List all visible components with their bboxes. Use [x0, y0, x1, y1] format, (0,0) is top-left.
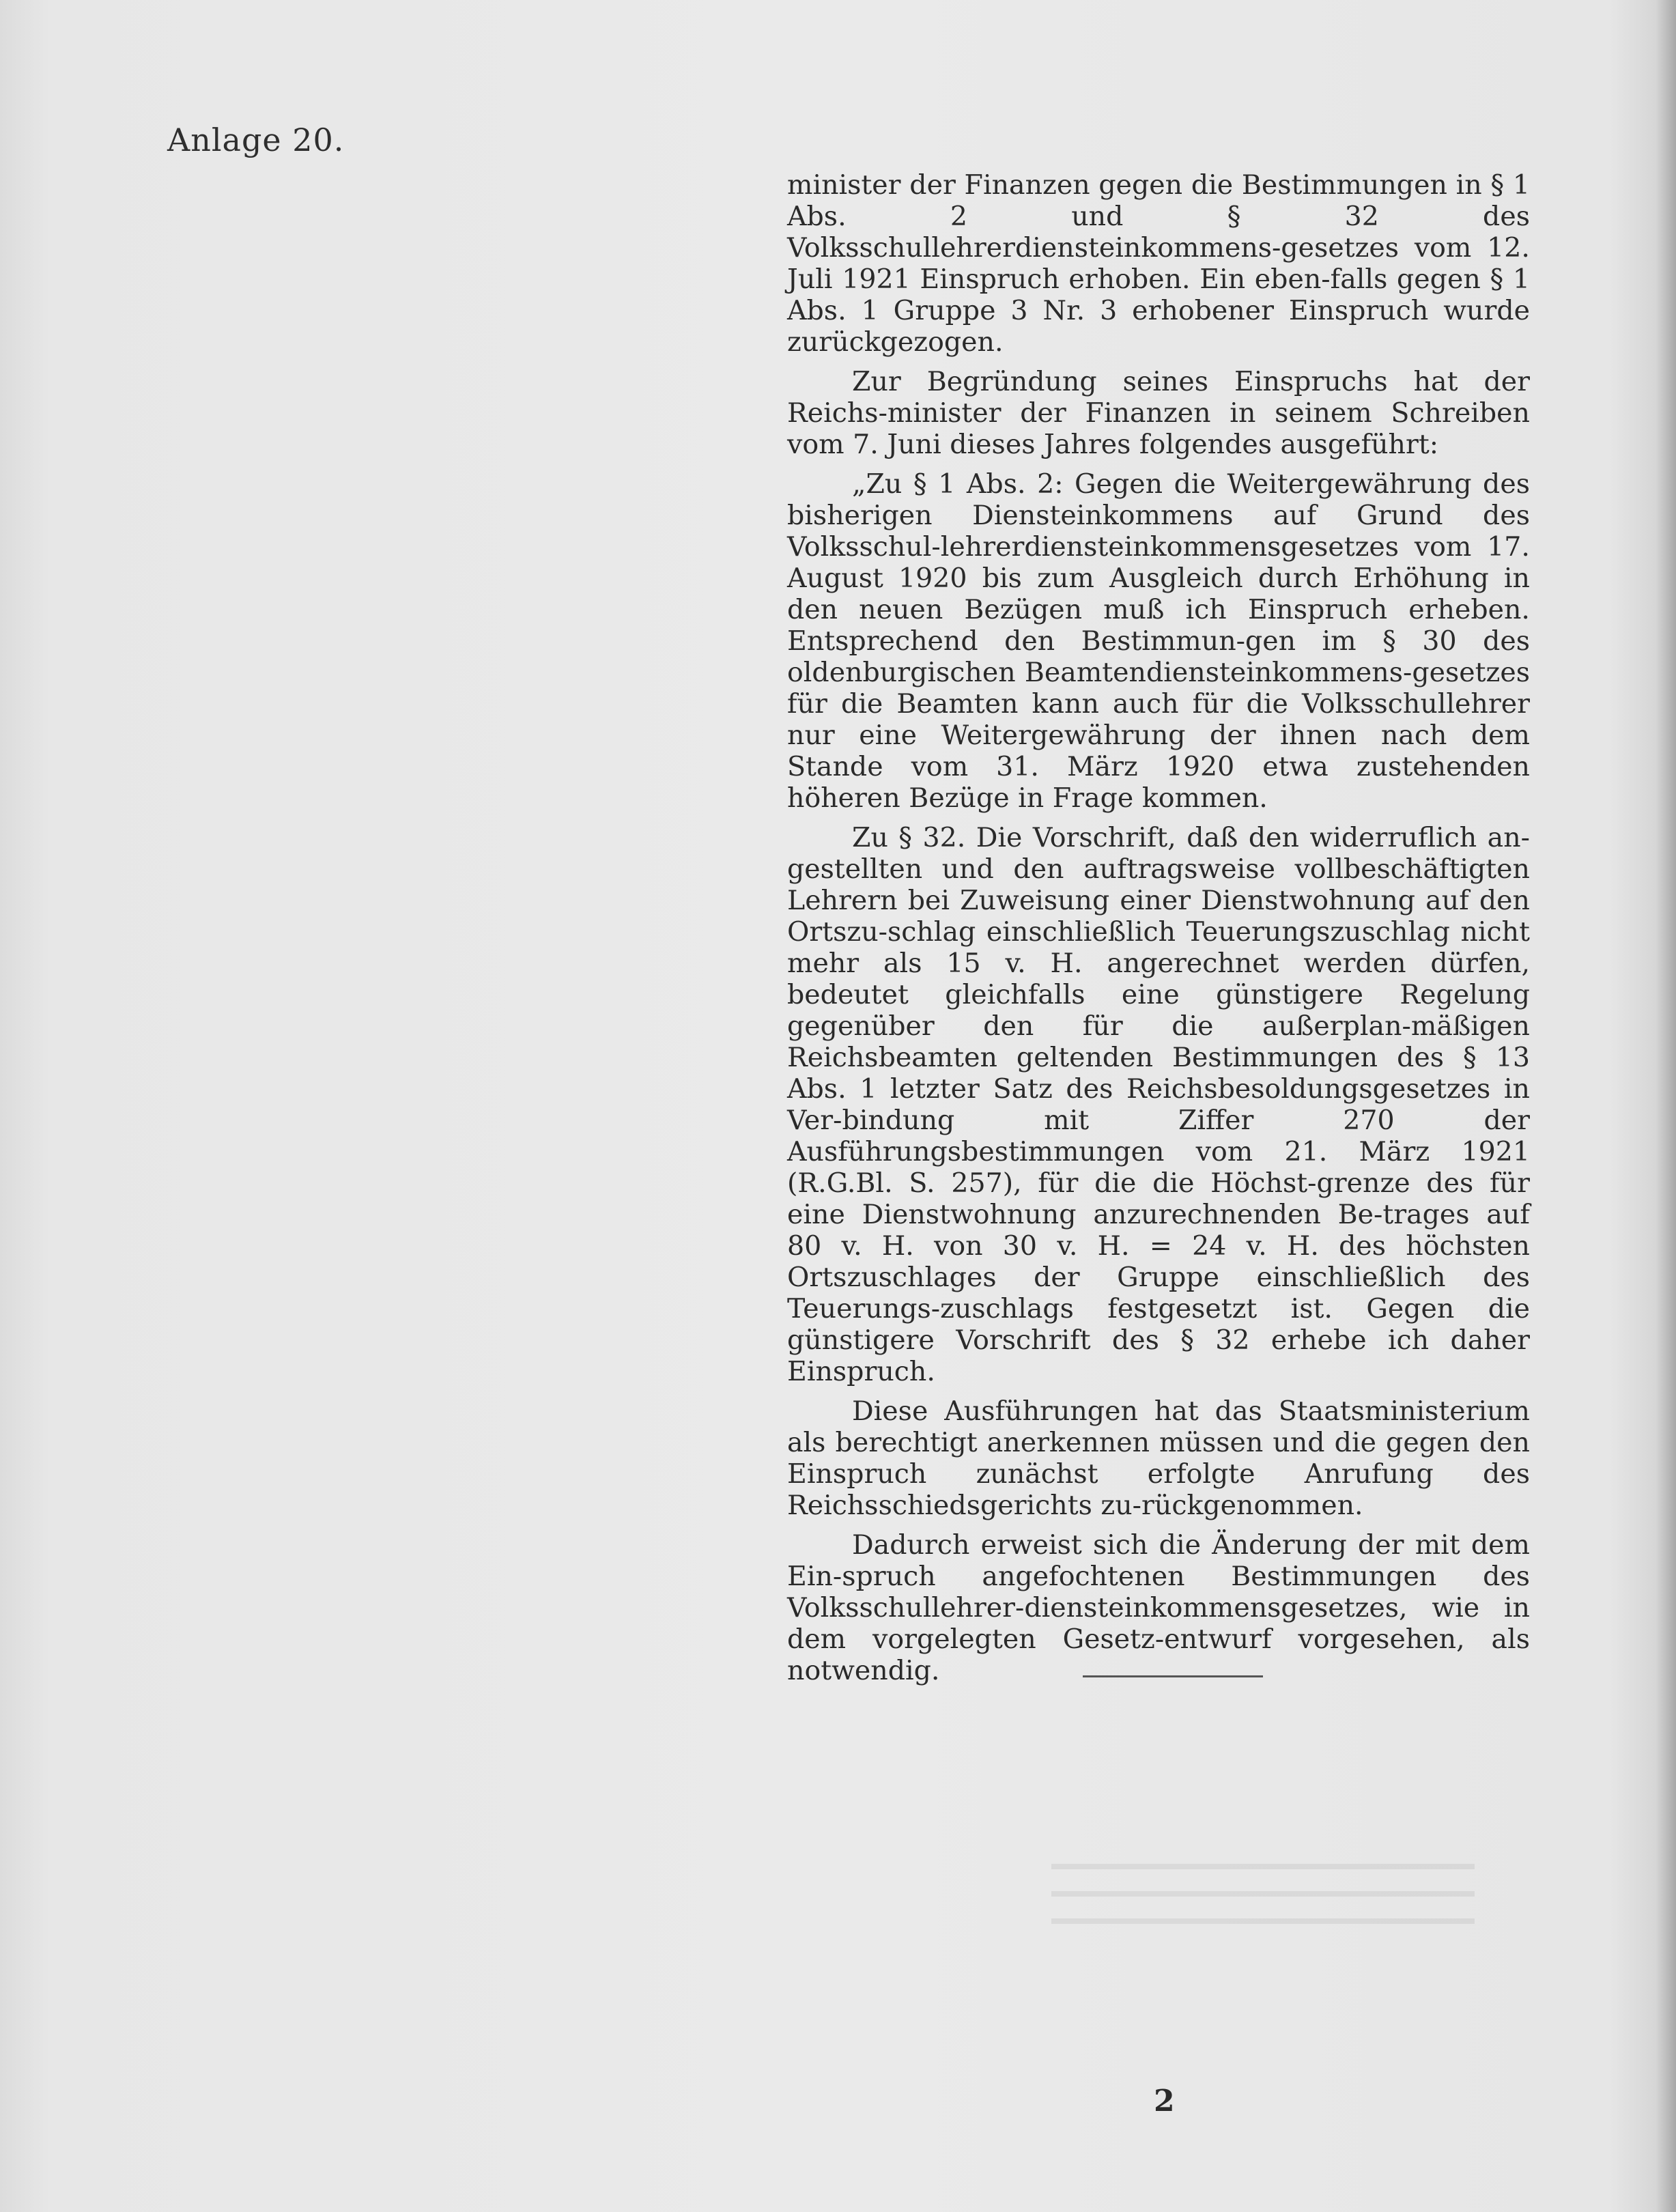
- paragraph-state-ministry-response: Diese Ausführungen hat das Staatsministerium als berechtigt anerkennen müssen und die gegen den Einspruch zunächst erfolgte Anrufung des Reichsschiedsgerichts zu-rückgenommen.: [787, 1395, 1530, 1521]
- paragraph-continuation: minister der Finanzen gegen die Bestimmungen in § 1 Abs. 2 und § 32 des Volksschullehrerdiensteinkommens-gesetzes vom 12. Juli 1921 Einspruch erhoben. Ein eben-falls gegen § 1 Abs. 1 Gruppe 3 Nr. 3 erhobener Einspruch wurde zurückgezogen.: [787, 169, 1530, 358]
- paragraph-reasoning-intro: Zur Begründung seines Einspruchs hat der Reichs-minister der Finanzen in seinem Schreiben vom 7. Juni dieses Jahres folgendes ausgeführt:: [787, 366, 1530, 460]
- paragraph-conclusion: Dadurch erweist sich die Änderung der mit dem Ein-spruch angefochtenen Bestimmungen des Volksschullehrer-diensteinkommensgesetzes, wie in dem vorgelegten Gesetz-entwurf vorgesehen, als notwendig.: [787, 1529, 1530, 1686]
- body-text-column: [787, 169, 1530, 1695]
- bleed-through-shadow: [1051, 1864, 1475, 1946]
- annex-label: Anlage 20.: [167, 122, 345, 158]
- paragraph-section-1-para-2: „Zu § 1 Abs. 2: Gegen die Weitergewährung des bisherigen Diensteinkommens auf Grund des Volksschul-lehrerdiensteinkommensgesetzes vom 17. August 1920 bis zum Ausgleich durch Erhöhung in den neuen Bezügen muß ich Einspruch erheben. Entsprechend den Bestimmun-gen im § 30 des oldenburgischen Beamtendiensteinkommens-gesetzes für die Beamten kann auch für die Volksschullehrer nur eine Weitergewährung der ihnen nach dem Stande vom 31. März 1920 etwa zustehenden höheren Bezüge in Frage kommen.: [787, 468, 1530, 814]
- section-divider-rule: [1083, 1675, 1263, 1677]
- page-number: 2: [1154, 2084, 1175, 2118]
- paragraph-section-32: Zu § 32. Die Vorschrift, daß den widerruflich an-gestellten und den auftragsweise vollbeschäftigten Lehrern bei Zuweisung einer Dienstwohnung auf den Ortszu-schlag einschließlich Teuerungszuschlag nicht mehr als 15 v. H. angerechnet werden dürfen, bedeutet gleichfalls eine günstigere Regelung gegenüber den für die außerplan-mäßigen Reichsbeamten geltenden Bestimmungen des § 13 Abs. 1 letzter Satz des Reichsbesoldungsgesetzes in Ver-bindung mit Ziffer 270 der Ausführungsbestimmungen vom 21. März 1921 (R.G.Bl. S. 257), für die die Höchst-grenze des für eine Dienstwohnung anzurechnenden Be-trages auf 80 v. H. von 30 v. H. = 24 v. H. des höchsten Ortszuschlages der Gruppe einschließlich des Teuerungs-zuschlags festgesetzt ist. Gegen die günstigere Vorschrift des § 32 erhebe ich daher Einspruch.: [787, 822, 1530, 1387]
- page-edge-shadow: [1656, 0, 1676, 2212]
